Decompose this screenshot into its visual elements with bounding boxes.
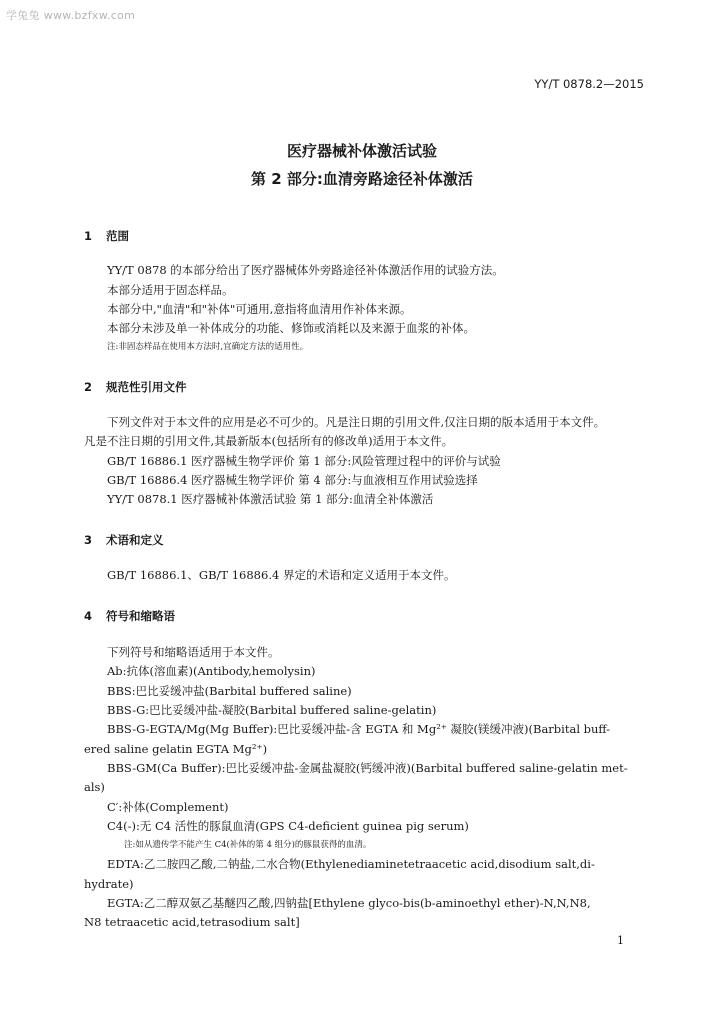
reference-item: GB/T 16886.4 医疗器械生物学评价 第 4 部分:与血液相互作用试验选择	[107, 473, 478, 487]
section-number: 3	[84, 533, 93, 547]
symbol-entry-continuation: als)	[84, 780, 105, 794]
symbol-entry: BBS:巴比妥缓冲盐(Barbital buffered saline)	[107, 684, 352, 698]
symbol-entry: BBS-GM(Ca Buffer):巴比妥缓冲盐-金属盐凝胶(钙缓冲液)(Barbital buffered saline-gelatin met-	[107, 761, 628, 775]
section-number: 2	[84, 380, 93, 394]
document-subtitle: 第 2 部分:血清旁路途径补体激活	[251, 170, 473, 188]
section-title: 范围	[106, 229, 129, 243]
symbol-entry: EGTA:乙二醇双氨乙基醚四乙酸,四钠盐[Ethylene glyco-bis(b-aminoethyl ether)-N,N,N8,	[107, 896, 591, 910]
section-heading-terms	[84, 532, 164, 548]
symbol-entry: BBS-G-EGTA/Mg(Mg Buffer):巴比妥缓冲盐-含 EGTA 和 Mg²⁺ 凝胶(镁缓冲液)(Barbital buff-	[107, 722, 611, 736]
section-heading-scope	[84, 228, 129, 244]
terms-paragraph: GB/T 16886.1、GB/T 16886.4 界定的术语和定义适用于本文件。	[107, 568, 456, 582]
reference-item: GB/T 16886.1 医疗器械生物学评价 第 1 部分:风险管理过程中的评价与试验	[107, 454, 501, 468]
references-intro: 下列文件对于本文件的应用是必不可少的。凡是注日期的引用文件,仅注日期的版本适用于本文件。	[107, 415, 606, 429]
scope-paragraph: 本部分未涉及单一补体成分的功能、修饰或消耗以及来源于血浆的补体。	[107, 321, 475, 335]
symbols-intro: 下列符号和缩略语适用于本文件。	[107, 645, 280, 659]
scope-paragraph: YY/T 0878 的本部分给出了医疗器械体外旁路途径补体激活作用的试验方法。	[107, 263, 504, 277]
section-title: 符号和缩略语	[106, 609, 175, 623]
section-heading-normative-references	[84, 379, 187, 395]
symbol-entry: Ab:抗体(溶血素)(Antibody,hemolysin)	[107, 664, 316, 678]
scope-paragraph: 本部分适用于固态样品。	[107, 283, 234, 297]
symbol-entry-continuation: hydrate)	[84, 877, 134, 891]
section-number: 4	[84, 609, 93, 623]
symbol-entry: EDTA:乙二胺四乙酸,二钠盐,二水合物(Ethylenediaminetetraacetic acid,disodium salt,di-	[107, 857, 595, 871]
symbol-entry-continuation: ered saline gelatin EGTA Mg²⁺)	[84, 742, 268, 756]
page-number: 1	[617, 934, 624, 947]
section-title: 规范性引用文件	[106, 380, 187, 394]
symbol-entry: BBS-G:巴比妥缓冲盐-凝胶(Barbital buffered saline-gelatin)	[107, 703, 437, 717]
document-number: YY/T 0878.2—2015	[534, 77, 644, 91]
symbol-entry: C′:补体(Complement)	[107, 800, 229, 814]
section-title: 术语和定义	[106, 533, 164, 547]
scope-paragraph: 本部分中,"血清"和"补体"可通用,意指将血清用作补体来源。	[107, 302, 412, 316]
symbol-note: 注:如从遗传学不能产生 C4(补体的第 4 组分)的豚鼠获得的血清。	[124, 840, 372, 850]
section-heading-symbols	[84, 608, 175, 624]
symbol-entry: C4(-):无 C4 活性的豚鼠血清(GPS C4-deficient guinea pig serum)	[107, 819, 469, 833]
reference-item: YY/T 0878.1 医疗器械补体激活试验 第 1 部分:血清全补体激活	[107, 492, 434, 506]
scope-note: 注:非固态样品在使用本方法时,宜确定方法的适用性。	[107, 342, 309, 352]
watermark: 学兔兔 www.bzfxw.com	[6, 9, 136, 22]
symbol-entry-continuation: N8 tetraacetic acid,tetrasodium salt]	[84, 915, 300, 929]
document-title: 医疗器械补体激活试验	[286, 142, 437, 160]
section-number: 1	[84, 229, 93, 243]
references-intro: 凡是不注日期的引用文件,其最新版本(包括所有的修改单)适用于本文件。	[84, 434, 454, 448]
